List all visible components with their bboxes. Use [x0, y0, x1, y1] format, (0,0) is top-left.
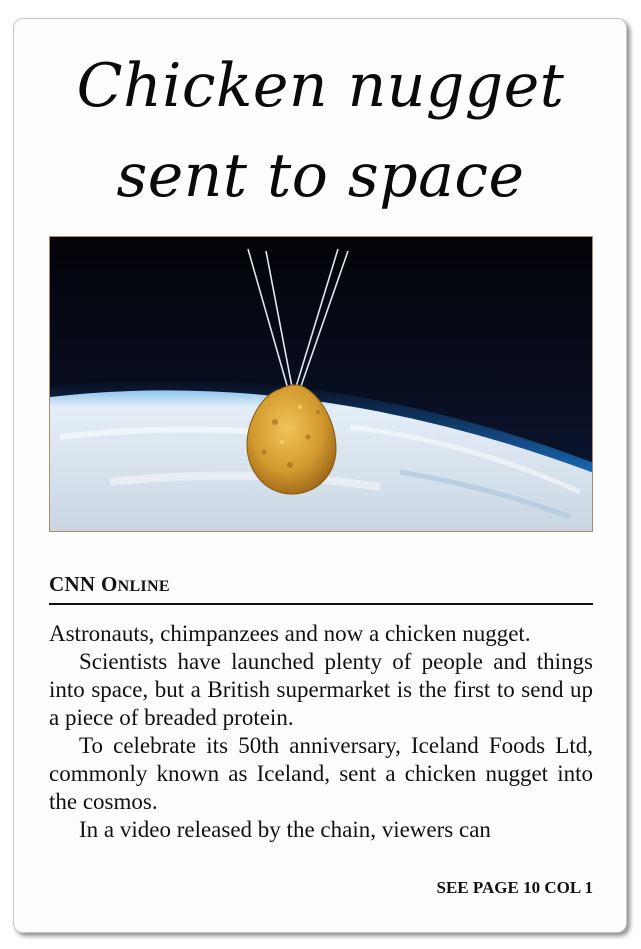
article-body — [49, 620, 593, 844]
paragraph-3: To celebrate its 50th anniversary, Iceland Foods Ltd, commonly known as Iceland, sent a chicken nugget into the cosmos. — [49, 733, 593, 814]
continuation-jump-link[interactable]: SEE PAGE 10 COL 1 — [436, 878, 593, 897]
paragraph-1: Astronauts, chimpanzees and now a chicken nugget. — [49, 621, 531, 646]
byline-divider — [49, 603, 593, 605]
nugget-in-space-image — [50, 237, 593, 532]
source-byline — [49, 572, 170, 597]
paragraph-4: In a video released by the chain, viewers can — [79, 817, 491, 842]
article-photo — [49, 236, 593, 532]
paragraph-2: Scientists have launched plenty of people and things into space, but a British supermarket is the first to send up a piece of breaded protein. — [49, 649, 593, 730]
source-name-rest: NLINE — [117, 578, 170, 595]
headline-line-1: Chicken nugget — [76, 51, 565, 121]
source-name-first: CNN — [49, 572, 96, 596]
source-name-initial: O — [100, 572, 118, 596]
headline-line-2: sent to space — [116, 141, 525, 211]
